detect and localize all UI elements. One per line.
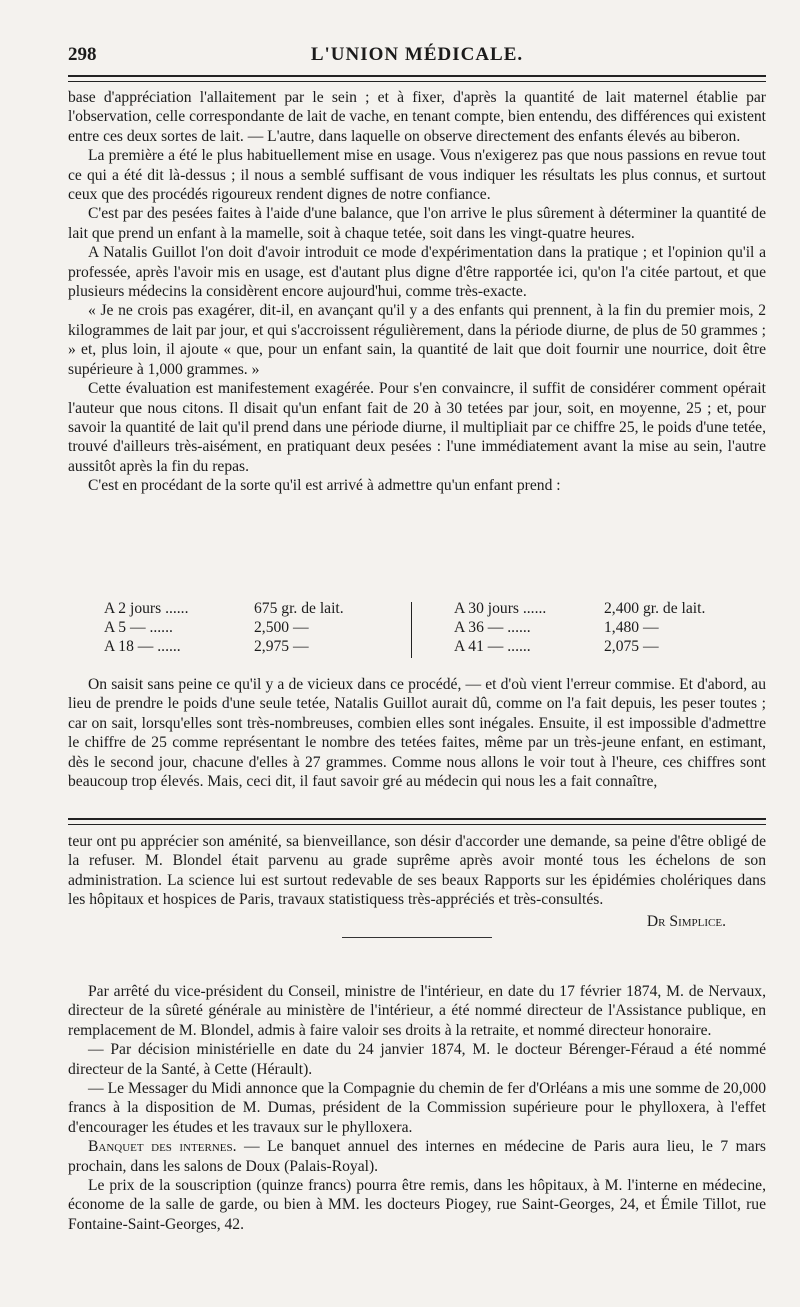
table-row bbox=[454, 619, 724, 638]
paragraph bbox=[68, 1137, 766, 1176]
paragraph: teur ont pu apprécier son aménité, sa bienveillance, son désir d'accorder une demande, sa peine d'être obligé de la refuser. M. Blondel était parvenu au grade suprême après avoir monté tous les échelons de son administration. La science lui est surtout redevable de ses beaux Rapports sur les épidémies cholériques dans les hôpitaux et hospices de Paris, travaux statistiquess très-appréciés et très-consultés. bbox=[68, 833, 766, 909]
age-cell: A 30 jours ...... bbox=[454, 600, 547, 617]
header-rule bbox=[68, 75, 766, 82]
section-critique bbox=[68, 675, 766, 791]
section-news bbox=[68, 982, 766, 1234]
banquet-text: — Le banquet annuel des internes en médecine de Paris aura lieu, le 7 mars prochain, dans les salons de Doux (Palais-Royal). bbox=[68, 1138, 766, 1175]
value-cell: 2,400 gr. de lait. bbox=[604, 600, 706, 617]
age-cell: A 36 — ...... bbox=[454, 619, 531, 636]
table-row bbox=[454, 600, 724, 619]
paragraph: — Le Messager du Midi annonce que la Compagnie du chemin de fer d'Orléans a mis une somme de 20,000 francs à la disposition de M. Dumas, président de la Commission supérieure pour le phylloxera, à l'effet d'encourager les études et les travaux sur le phylloxera. bbox=[68, 1080, 766, 1136]
age-cell: A 2 jours ...... bbox=[104, 600, 189, 617]
table-row bbox=[104, 600, 374, 619]
section-rule bbox=[68, 818, 766, 825]
paragraph: — Par décision ministérielle en date du 24 janvier 1874, M. le docteur Bérenger-Féraud a été nommé directeur de la Santé, à Cette (Hérault). bbox=[68, 1041, 766, 1078]
table-divider bbox=[411, 602, 412, 658]
short-rule bbox=[342, 937, 492, 938]
milk-quantity-table bbox=[104, 600, 734, 662]
signature: Dr Simplice. bbox=[646, 912, 726, 930]
value-cell: 2,975 — bbox=[254, 638, 309, 655]
table-row bbox=[104, 638, 374, 657]
paragraph: Cette évaluation est manifestement exagérée. Pour s'en convaincre, il suffit de considérer comment opérait l'auteur que nous citons. Il disait qu'un enfant fait de 20 à 30 tetées par jour, soit, en moyenne, 25 ; et, pour savoir la quantité de lait qu'il prend dans une période diurne, il multipliait par ce chiffre 25, le poids d'une tetée, trouvé d'ailleurs très-aisément, en pratiquant deux pesées : l'une immédiatement avant la mise au sein, l'autre aussitôt après la fin du repas. bbox=[68, 380, 766, 475]
table-right-column bbox=[454, 600, 724, 657]
value-cell: 675 gr. de lait. bbox=[254, 600, 344, 617]
age-cell: A 41 — ...... bbox=[454, 638, 531, 655]
table-left-column bbox=[104, 600, 374, 657]
age-cell: A 18 — ...... bbox=[104, 638, 181, 655]
table-row bbox=[104, 619, 374, 638]
page-header bbox=[68, 44, 766, 72]
paragraph: La première a été le plus habituellement mise en usage. Vous n'exigerez pas que nous passions en revue tout ce qui a été dit là-dessus ; il nous a semblé suffisant de vous indiquer les résultats les plus connus, et surtout ceux que des procédés rigoureux rendent dignes de notre confiance. bbox=[68, 147, 766, 204]
paragraph: Le prix de la souscription (quinze francs) pourra être remis, dans les hôpitaux, à M. l'interne en médecine, économe de la salle de garde, ou bien à MM. les docteurs Piogey, rue Saint-Georges, 24, et Émile Tillot, rue Fontaine-Saint-Georges, 42. bbox=[68, 1177, 766, 1233]
paragraph: base d'appréciation l'allaitement par le sein ; et à fixer, d'après la quantité de lait maternel établie par l'observation, celle correspondante de lait de vache, en tenant compte, bien entendu, des différences qui existent entre ces deux sortes de lait. — L'autre, dans laquelle on observe directement des enfants élevés au biberon. bbox=[68, 89, 766, 145]
value-cell: 1,480 — bbox=[604, 619, 659, 636]
page-number: 298 bbox=[68, 44, 97, 65]
paragraph: A Natalis Guillot l'on doit d'avoir introduit ce mode d'expérimentation dans la pratique ; et l'opinion qu'il a professée, après l'avoir mis en usage, est d'autant plus digne d'être rapportée ici, qu'on l'a citée partout, et que plusieurs médecins la considèrent encore aujourd'hui, comme très-exacte. bbox=[68, 244, 766, 301]
section-obituary bbox=[68, 832, 766, 944]
quotation-paragraph: « Je ne crois pas exagérer, dit-il, en avançant qu'il y a des enfants qui prennent, à la fin du premier mois, 2 kilogrammes de lait par jour, et qui s'accroissent régulièrement, dans la période diurne, de plus de 50 grammes ; » et, plus loin, il ajoute « que, pour un enfant sain, la quantité de lait que doit fournir une nourrice, doit être supérieure à 1,000 grammes. » bbox=[68, 302, 766, 378]
paragraph: Par arrêté du vice-président du Conseil, ministre de l'intérieur, en date du 17 février 1874, M. de Nervaux, directeur de la sûreté générale au ministère de l'intérieur, a été nommé directeur de l'Assistance publique, en remplacement de M. Blondel, admis à faire valoir ses droits à la retraite, et nommé directeur honoraire. bbox=[68, 983, 766, 1039]
value-cell: 2,500 — bbox=[254, 619, 309, 636]
paragraph: C'est en procédant de la sorte qu'il est arrivé à admettre qu'un enfant prend : bbox=[88, 477, 561, 495]
banquet-label: Banquet des internes. bbox=[88, 1138, 237, 1156]
paragraph: On saisit sans peine ce qu'il y a de vicieux dans ce procédé, — et d'où vient l'erreur commise. Et d'abord, au lieu de prendre le poids d'une seule tetée, Natalis Guillot aurait dû, comme on l'a fait depuis, les peser toutes ; car on sait, lorsqu'elles sont très-nombreuses, combien elles sont inégales. Ensuite, il est impossible d'admettre le chiffre de 25 comme représentant le nombre des tetées faites, même par un très-jeune enfant, en estimant, dès le second jour, chacune d'elles à 27 grammes. Comme nous allons le voir tout à l'heure, ces chiffres sont beaucoup trop élevés. Mais, ceci dit, il faut savoir gré au médecin qui nous les a fait connaître, bbox=[68, 676, 766, 791]
value-cell: 2,075 — bbox=[604, 638, 659, 655]
paragraph: C'est par des pesées faites à l'aide d'une balance, que l'on arrive le plus sûrement à déterminer la quantité de lait que prend un enfant à la mamelle, soit à chaque tetée, soit dans les vingt-quatre heures. bbox=[68, 205, 766, 242]
section-breastfeeding bbox=[68, 88, 766, 496]
running-title: L'UNION MÉDICALE. bbox=[310, 44, 524, 65]
age-cell: A 5 — ...... bbox=[104, 619, 173, 636]
table-row bbox=[454, 638, 724, 657]
